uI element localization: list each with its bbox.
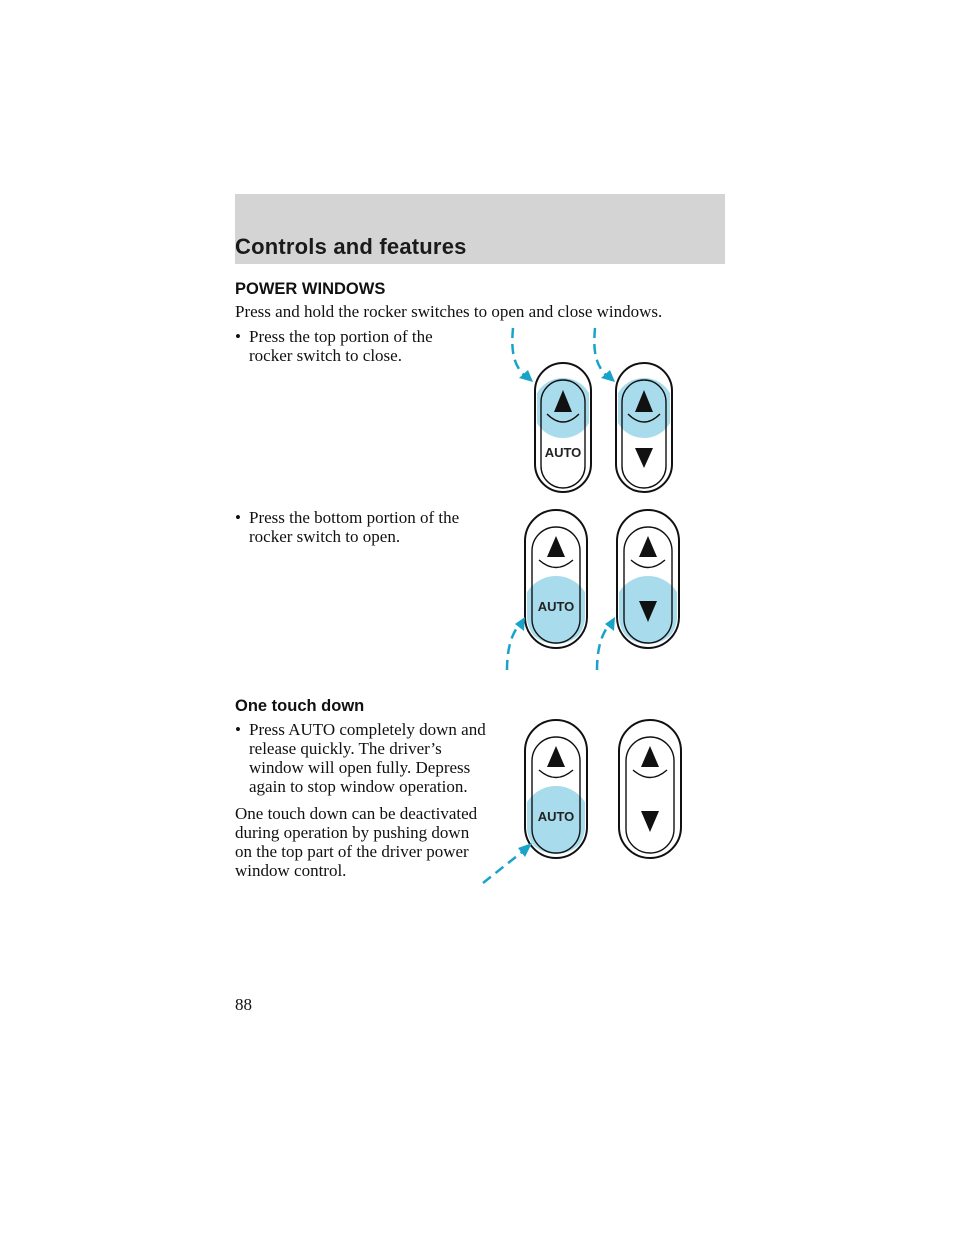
pointer-arrowhead [515,617,525,631]
pointer-arrowhead [518,843,532,857]
pointer-arrow [483,852,522,883]
auto-label: AUTO [537,599,575,614]
auto-label: AUTO [544,445,582,460]
text-line: One touch down can be deactivated [235,804,478,823]
pointer-arrowhead [519,370,533,382]
text-line: rocker switch to close. [249,346,402,365]
pointer-arrow [507,625,519,670]
text-line: Press the top portion of the [249,327,433,346]
text-line: release quickly. The driver’s [249,739,442,758]
open-window-diagram [495,505,695,680]
passenger-switch [614,363,674,492]
pointer-arrow [597,625,609,670]
pointer-arrow [594,328,607,376]
bullet-dot: • [235,720,241,739]
text-line: again to stop window operation. [249,777,468,796]
page-number: 88 [235,995,252,1014]
auto-label: AUTO [537,809,575,824]
text-line: window will open fully. Depress [249,758,471,777]
one-touch-down-diagram [480,715,695,890]
text-line: Press AUTO completely down and [249,720,486,739]
intro-paragraph: Press and hold the rocker switches to open and close windows. [235,302,663,321]
text-line: Press the bottom portion of the [249,508,460,527]
pointer-arrow [512,328,525,376]
power-windows-heading: POWER WINDOWS [235,280,386,298]
close-window-diagram [495,320,695,500]
one-touch-down-heading: One touch down [235,697,365,715]
bullet-dot: • [235,508,241,527]
text-line: rocker switch to open. [249,527,401,546]
pointer-arrowhead [605,617,615,631]
driver-switch [533,363,593,492]
text-line: window control. [235,861,347,880]
text-line: on the top part of the driver power [235,842,469,861]
driver-switch [522,510,590,648]
pointer-arrowhead [601,370,615,382]
section-title: Controls and features [235,234,467,259]
driver-switch [522,720,590,858]
text-line: during operation by pushing down [235,823,470,842]
passenger-switch [619,720,681,858]
deactivate-paragraph [235,804,477,880]
bullet-dot: • [235,327,241,346]
passenger-switch [614,510,682,648]
